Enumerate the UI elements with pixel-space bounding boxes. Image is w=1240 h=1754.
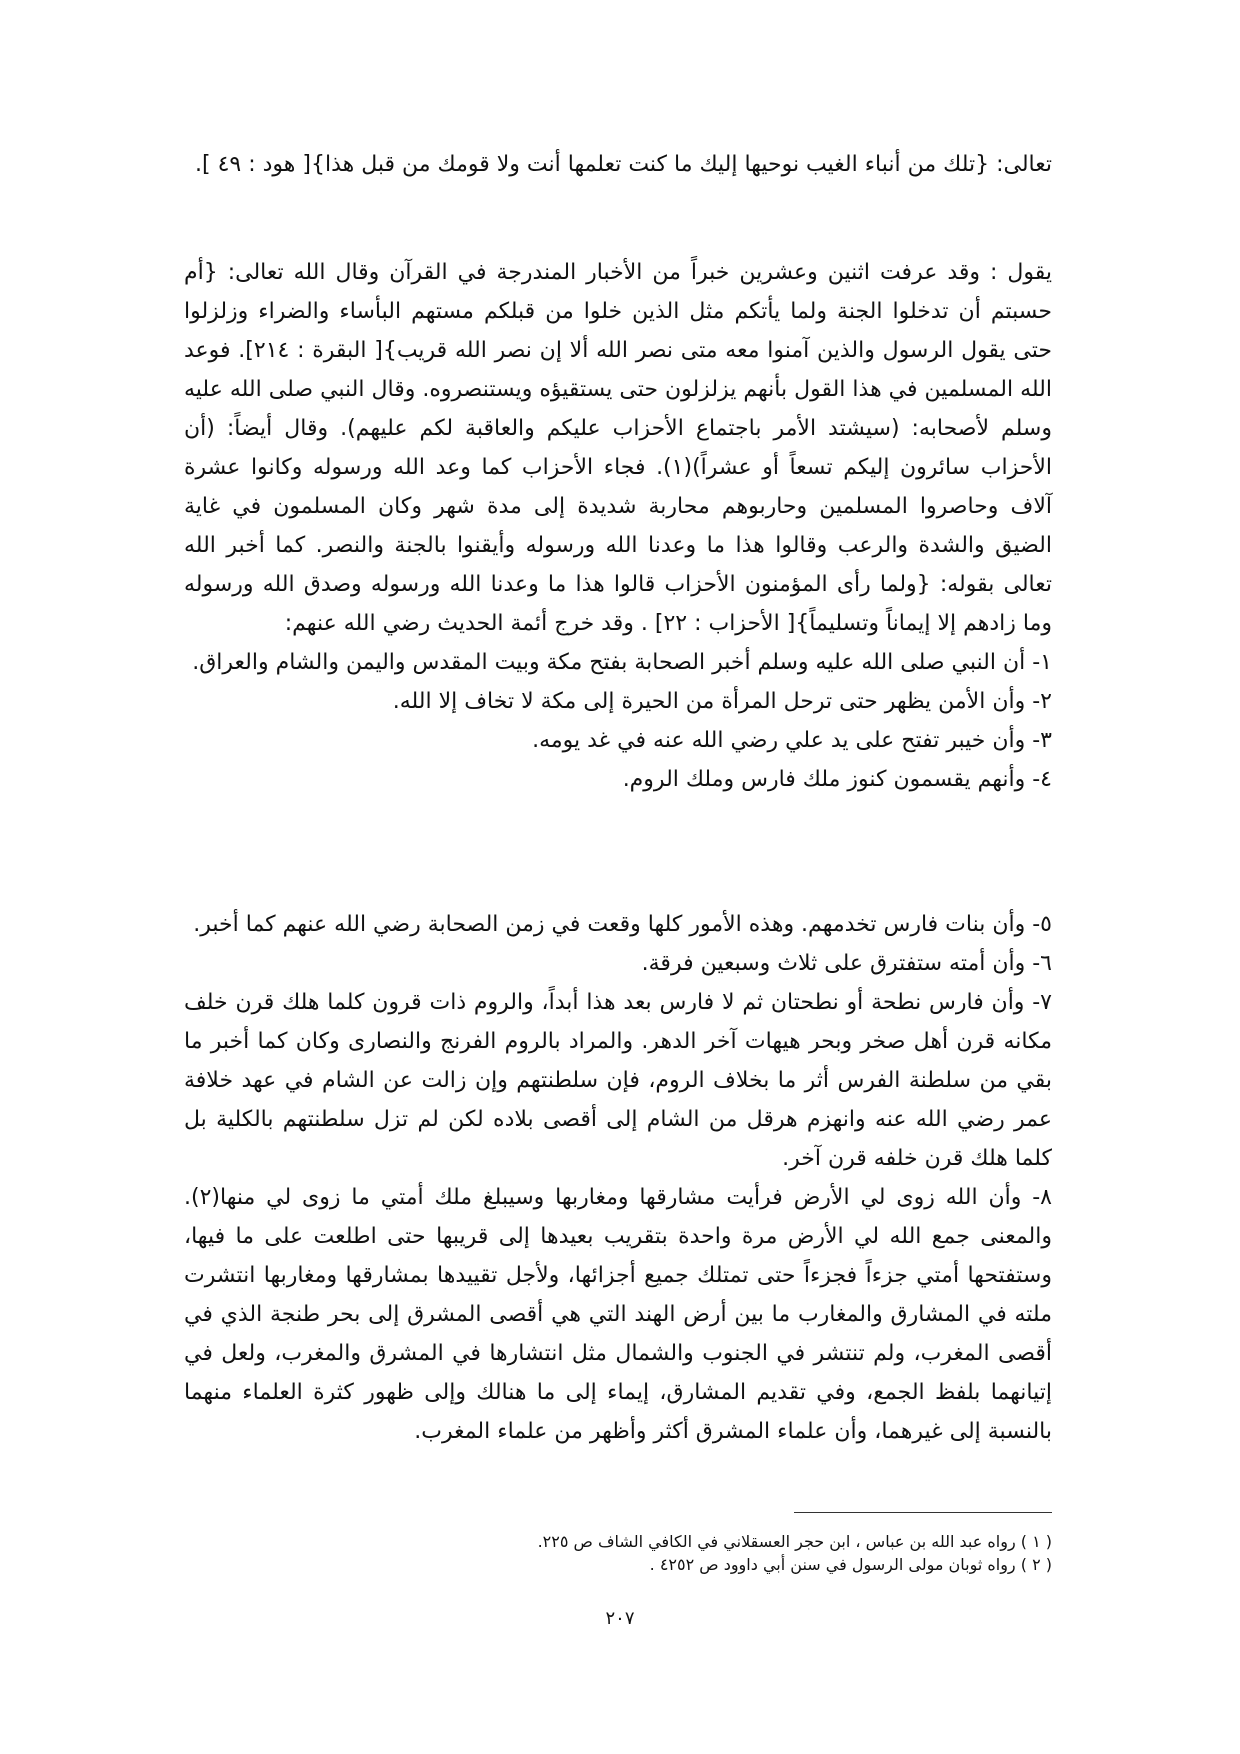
- list-item-8: ٨- وأن الله زوى لي الأرض فرأيت مشارقها ومغاربها وسيبلغ ملك أمتي ما زوى لي منها(٢). والمعنى جمع الله لي الأرض مرة واحدة بتقريب بعيدها إلى قريبها حتى اطلعت على ما فيها، وستفتحها أمتي جزءاً فجزءاً حتى تمتلك جميع أجزائها، ولأجل تقييدها بمشارقها ومغاربها انتشرت ملته في المشارق والمغارب ما بين أرض الهند التي هي أقصى المشرق إلى بحر طنجة الذي في أقصى المغرب، ولم تنتشر في الجنوب والشمال مثل انتشارها في المشرق والمغرب، ولعل في إتيانهما بلفظ الجمع، وفي تقديم المشارق، إيماء إلى ما هنالك وإلى ظهور كثرة العلماء منهما بالنسبة إلى غيرهما، وأن علماء المشرق أكثر وأظهر من علماء المغرب.: [184, 1185, 1052, 1444]
- paragraph-quran-hud: [184, 145, 1052, 184]
- list-item-4: ٤- وأنهم يقسمون كنوز ملك فارس وملك الروم.: [622, 767, 1052, 792]
- paragraph-prophecies-intro: [184, 253, 1052, 799]
- list-item-3: ٣- وأن خيبر تفتح على يد علي رضي الله عنه في غد يومه.: [532, 728, 1052, 753]
- list-item-1: ١- أن النبي صلى الله عليه وسلم أخبر الصحابة بفتح مكة وبيت المقدس واليمن والشام والعراق.: [192, 650, 1052, 675]
- footnote-1: ( ١ ) رواه عبد الله بن عباس ، ابن حجر العسقلاني في الكافي الشاف ص ٢٢٥.: [537, 1532, 1052, 1551]
- page-number: ٢٠٧: [605, 1608, 635, 1629]
- footnote-2: ( ٢ ) رواه ثوبان مولى الرسول في سنن أبي داوود ص ٤٢٥٢ .: [649, 1555, 1052, 1574]
- list-item-7: ٧- وأن فارس نطحة أو نطحتان ثم لا فارس بعد هذا أبداً، والروم ذات قرون كلما هلك قرن خلف مكانه قرن أهل صخر وبحر هيهات آخر الدهر. والمراد بالروم الفرنج والنصارى وكان كما أخبر ما بقي من سلطنة الفرس أثر ما بخلاف الروم، فإن سلطنتهم وإن زالت عن الشام في عهد خلافة عمر رضي الله عنه وانهزم هرقل من الشام إلى أقصى بلاده لكن لم تزل سلطنتهم بالكلية بل كلما هلك قرن خلفه قرن آخر.: [184, 990, 1052, 1171]
- list-item-2: ٢- وأن الأمن يظهر حتى ترحل المرأة من الحيرة إلى مكة لا تخاف إلا الله.: [392, 689, 1052, 714]
- list-item-5: ٥- وأن بنات فارس تخدمهم. وهذه الأمور كلها وقعت في زمن الصحابة رضي الله عنهم كما أخبر.: [193, 912, 1052, 937]
- paragraph-text: يقول : وقد عرفت اثنين وعشرين خبراً من الأخبار المندرجة في القرآن وقال الله تعالى: {أم حسبتم أن تدخلوا الجنة ولما يأتكم مثل الذين خلوا من قبلكم مستهم البأساء والضراء وزلزلوا حتى يقول الرسول والذين آمنوا معه متى نصر الله ألا إن نصر الله قريب}[ البقرة : ٢١٤]. فوعد الله المسلمين في هذا القول بأنهم يزلزلون حتى يستقيؤه ويستنصروه. وقال النبي صلى الله عليه وسلم لأصحابه: (سيشتد الأمر باجتماع الأحزاب عليكم والعاقبة لكم عليهم). وقال أيضاً: (أن الأحزاب سائرون إليكم تسعاً أو عشراً)(١). فجاء الأحزاب كما وعد الله ورسوله وكانوا عشرة آلاف وحاصروا المسلمين وحاربوهم محاربة شديدة إلى مدة شهر وكان المسلمون في غاية الضيق والشدة والرعب وقالوا هذا ما وعدنا الله ورسوله وأيقنوا بالجنة والنصر. كما أخبر الله تعالى بقوله: {ولما رأى المؤمنون الأحزاب قالوا هذا ما وعدنا الله ورسوله وصدق الله ورسوله وما زادهم إلا إيماناً وتسليماً}[ الأحزاب : ٢٢] . وقد خرج أئمة الحديث رضي الله عنهم:: [184, 260, 1052, 636]
- footnotes: [184, 1530, 1052, 1576]
- paragraph-text: تعالى: {تلك من أنباء الغيب نوحيها إليك ما كنت تعلمها أنت ولا قومك من قبل هذا}[ هود : ٤٩ ].: [195, 152, 1052, 177]
- footnote-divider: [794, 1512, 1052, 1513]
- paragraph-prophecies-continued: [184, 905, 1052, 1451]
- list-item-6: ٦- وأن أمته ستفترق على ثلاث وسبعين فرقة.: [641, 951, 1052, 976]
